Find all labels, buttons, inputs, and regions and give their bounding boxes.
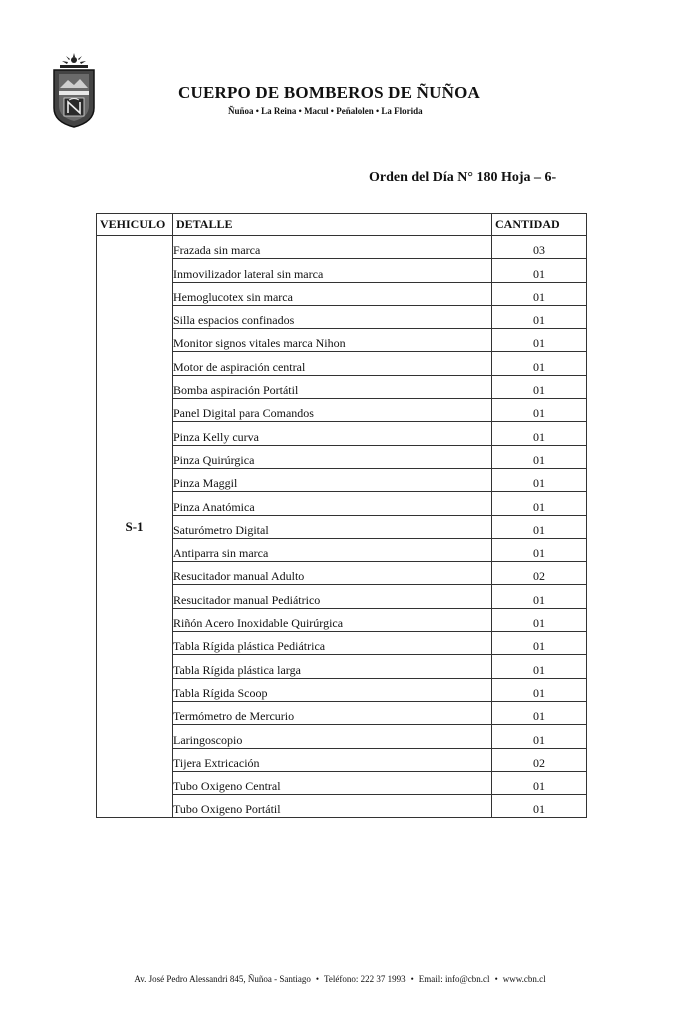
order-reference: Orden del Día N° 180 Hoja – 6-: [369, 170, 557, 185]
table-row: [97, 236, 587, 259]
quantity-cell: 01: [492, 422, 587, 445]
detail-cell: Termómetro de Mercurio: [173, 701, 492, 724]
organization-name: CUERPO DE BOMBEROS DE ÑUÑOA: [178, 83, 480, 102]
footer-web: www.cbn.cl: [502, 974, 546, 984]
quantity-cell: 01: [492, 585, 587, 608]
footer-separator: •: [410, 974, 414, 984]
table-header-row: [97, 214, 587, 236]
footer-email: Email: info@cbn.cl: [418, 974, 490, 984]
detail-cell: Antiparra sin marca: [173, 538, 492, 561]
quantity-cell: 01: [492, 329, 587, 352]
detail-cell: Panel Digital para Comandos: [173, 399, 492, 422]
detail-cell: Silla espacios confinados: [173, 305, 492, 328]
quantity-cell: 01: [492, 608, 587, 631]
detail-cell: Tabla Rígida plástica Pediátrica: [173, 632, 492, 655]
detail-cell: Inmovilizador lateral sin marca: [173, 259, 492, 282]
detail-cell: Riñón Acero Inoxidable Quirúrgica: [173, 608, 492, 631]
detail-cell: Laringoscopio: [173, 725, 492, 748]
detail-cell: Saturómetro Digital: [173, 515, 492, 538]
quantity-cell: 01: [492, 282, 587, 305]
quantity-cell: 01: [492, 701, 587, 724]
quantity-cell: 01: [492, 492, 587, 515]
detail-cell: Pinza Maggil: [173, 468, 492, 491]
footer-separator: •: [315, 974, 320, 984]
footer-contact: [0, 974, 680, 984]
detail-cell: Pinza Kelly curva: [173, 422, 492, 445]
detail-cell: Monitor signos vitales marca Nihon: [173, 329, 492, 352]
quantity-cell: 01: [492, 678, 587, 701]
detail-cell: Tabla Rígida plástica larga: [173, 655, 492, 678]
detail-cell: Tubo Oxigeno Portátil: [173, 795, 492, 818]
quantity-cell: 02: [492, 748, 587, 771]
detail-cell: Tubo Oxigeno Central: [173, 771, 492, 794]
quantity-cell: 01: [492, 375, 587, 398]
detail-cell: Pinza Anatómica: [173, 492, 492, 515]
detail-cell: Resucitador manual Pediátrico: [173, 585, 492, 608]
header-detail: DETALLE: [173, 214, 492, 236]
vehicle-cell: S-1: [97, 236, 173, 818]
detail-cell: Hemoglucotex sin marca: [173, 282, 492, 305]
quantity-cell: 01: [492, 771, 587, 794]
footer-separator: •: [494, 974, 498, 984]
detail-cell: Frazada sin marca: [173, 236, 492, 259]
quantity-cell: 01: [492, 538, 587, 561]
footer-phone: Teléfono: 222 37 1993: [324, 974, 406, 984]
detail-cell: Tabla Rígida Scoop: [173, 678, 492, 701]
quantity-cell: 01: [492, 259, 587, 282]
equipment-table: [96, 213, 587, 818]
quantity-cell: 01: [492, 305, 587, 328]
detail-cell: Resucitador manual Adulto: [173, 562, 492, 585]
quantity-cell: 01: [492, 352, 587, 375]
quantity-cell: 01: [492, 468, 587, 491]
quantity-cell: 01: [492, 795, 587, 818]
header-quantity: CANTIDAD: [492, 214, 587, 236]
quantity-cell: 01: [492, 632, 587, 655]
header-vehicle: VEHICULO: [97, 214, 173, 236]
fire-department-crest-icon: [50, 52, 98, 128]
table-body: [97, 236, 587, 818]
quantity-cell: 01: [492, 515, 587, 538]
footer-address: Av. José Pedro Alessandri 845, Ñuñoa - Santiago: [134, 974, 311, 984]
detail-cell: Motor de aspiración central: [173, 352, 492, 375]
quantity-cell: 01: [492, 725, 587, 748]
quantity-cell: 01: [492, 445, 587, 468]
detail-cell: Tijera Extricación: [173, 748, 492, 771]
quantity-cell: 03: [492, 236, 587, 259]
quantity-cell: 01: [492, 399, 587, 422]
quantity-cell: 01: [492, 655, 587, 678]
quantity-cell: 02: [492, 562, 587, 585]
organization-communes: Ñuñoa • La Reina • Macul • Peñalolen • La Florida: [228, 106, 423, 116]
detail-cell: Bomba aspiración Portátil: [173, 375, 492, 398]
detail-cell: Pinza Quirúrgica: [173, 445, 492, 468]
